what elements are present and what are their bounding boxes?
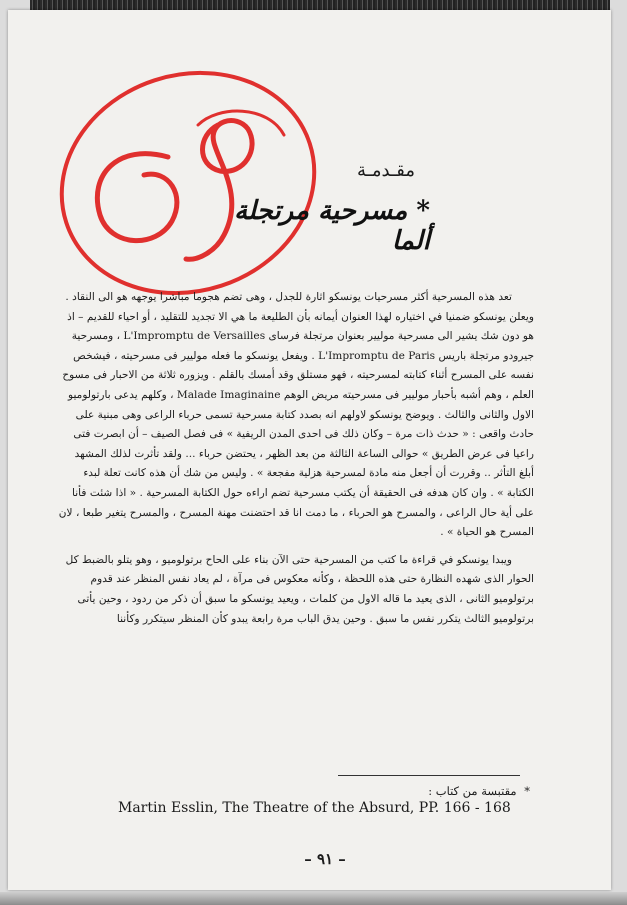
title-mark: * [416,196,430,226]
body-text [58,288,534,629]
handwritten-red-number-mark [48,65,323,305]
paragraph-1: تعد هذه المسرحية أكثر مسرحيات يونسكو اثارة للجدل ، وهى تضم هجوما مباشرا يوجهه هو الى النقاد . ويعلن يونسكو ضمنيا في اختياره لهذا العنوان أيمانه بأن الطليعة ما هي الا تجديد للتقليد ، أو احياء للقديم – اذ هو دون شك يشير الى مسرحية موليير بعنوان مرتجلة فرساى L'Impromptu de Versailles ، ومسرحية جيرودو مرتجلة باريس L'Impromptu de Paris . ويفعل يونسكو ما فعله موليير فى مسرحيته ، فيشخص نفسه على المسرح أثناء كتابته لمسرحيته ، فهو مستلق وقد أمسك بالقلم . ويزوره ثلاثة من الاحبار فى مسوح العلم ، وهم أشبه بأحبار موليير فى مسرحيته مريض الوهم Malade Imaginaine ، وكلهم يدعى بارتولوميو الاول والثانى والثالث . ويوضح يونسكو لاولهم انه بصدد كتابة مسرحية تسمى حرباء الراعى وهى مبنية على حادث واقعى : « حدث ذات مرة – وكان ذلك فى احدى المدن الريفية » فى فصل الصيف – أن ابصرت فتى راعيا فى عرض الطريق » حوالى الساعة الثالثة من بعد الظهر ، يحتضن حرباء ... ولقد تأثرت لذلك المشهد أبلغ التأثر .. وقررت أن أجعل منه مادة لمسرحية هزلية مفجعة » . وليس من شك أن هذه كانت تعلة لبدء الكتابة » . وان كان هدفه فى الحقيقة أن يكتب مسرحية تضم اراءه حول الكتابة المسرحية . « اذا شئت فأنا على أية حال الراعى ، والمسرح هو الحرباء ، ما دمت انا قد احتضنت مهنة المسرح ، والمسرح يتغير طبعا ، لان المسرح هو الحياة » . [58,291,534,539]
paragraph-2: ويبدا يونسكو في قراءة ما كتب من المسرحية حتى الآن بناء على الحاح برتولوميو ، وهو يتلو بالضبط كل الحوار الذى شهده النظارة حتى هذه اللحظة ، وكأنه معكوس فى مرآة ، لم يعاد نفس المنظر عند قدوم برتولوميو الثانى ، الذى يعيد ما قاله الاول من كلمات ، ويعيد يونسكو ما سبق أن ذكر من ردود ، وحين يأتى برتولوميو الثالث يتكرر نفس ما سبق . وحين يدق الباب مرة رابعة يبدو كأن المنظر سيتكرر وكأننا [65,553,534,625]
scan-bottom-edge [0,892,627,905]
footnote-label-text: مقتبسة من كتاب : [428,784,517,798]
footnote-mark: * [524,784,530,798]
play-title-text: مسرحية مرتجلة ألما [234,196,430,256]
page-number: – ٩١ – [304,850,346,868]
section-heading: مقـدمـة [356,160,415,181]
play-title [200,196,430,256]
footnote-reference: Martin Esslin, The Theatre of the Absurd, PP. 166 - 168 [118,800,511,816]
footnote-divider [338,775,520,776]
footnote-label [330,784,530,798]
